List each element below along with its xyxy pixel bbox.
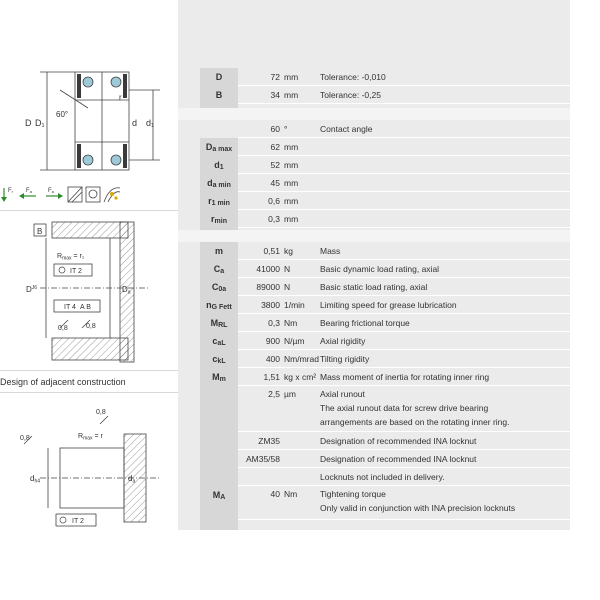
row-unit: Nm	[284, 489, 298, 499]
load-icons-row	[0, 184, 178, 206]
table-gap	[178, 108, 570, 120]
table-row	[200, 260, 570, 278]
row-separator	[238, 227, 570, 228]
drawing-label-d: d	[132, 118, 138, 128]
row-value: 1,51	[263, 372, 280, 382]
row-description-line: Limiting speed for grease lubrication	[320, 300, 457, 310]
row-unit: mm	[284, 178, 299, 188]
row-symbol: $C_{0a}$	[211, 282, 227, 293]
row-description	[320, 450, 570, 468]
row-description-line: Basic static load rating, axial	[320, 282, 428, 292]
drawing-label-it2: IT 2	[70, 268, 82, 275]
row-symbol	[200, 432, 238, 450]
row-description-line: The axial runout data for screw drive bearing	[320, 403, 489, 413]
row-symbol: D	[215, 72, 223, 82]
drawing-label-r08b: 0,8	[96, 409, 106, 416]
row-description-line: Locknuts not included in delivery.	[320, 472, 445, 482]
row-value: 0,6	[268, 196, 280, 206]
table-row	[200, 432, 570, 450]
row-description-line: Tolerance: -0,010	[320, 72, 386, 82]
row-description-line: Contact angle	[320, 124, 373, 134]
row-symbol	[200, 120, 238, 138]
housing-construction-drawing	[0, 216, 178, 366]
drawing-label-rmax: $R_{max} = r_1$	[57, 253, 85, 262]
row-value: 900	[265, 336, 280, 346]
left-divider	[0, 210, 178, 211]
table-row	[200, 368, 570, 386]
row-description	[320, 242, 570, 260]
drawing-label-angle: 60°	[56, 110, 69, 119]
row-unit: mm	[284, 214, 299, 224]
drawing-label-D: D	[25, 118, 32, 128]
row-symbol: $n_{G Fett}$	[206, 300, 232, 311]
row-symbol: $c_{aL}$	[212, 336, 226, 347]
row-description	[320, 368, 570, 386]
row-description	[320, 260, 570, 278]
drawing-panel	[0, 0, 178, 600]
table-row	[200, 156, 570, 174]
table-row	[200, 332, 570, 350]
row-description-line: Designation of recommended INA locknut	[320, 436, 477, 446]
row-symbol: $c_{kL}$	[212, 354, 226, 365]
row-description	[320, 296, 570, 314]
row-symbol: $M_m$	[212, 372, 226, 383]
row-value: 0,3	[268, 318, 280, 328]
row-unit: N	[284, 282, 291, 292]
row-description	[320, 350, 570, 368]
row-description-line: Bearing frictional torque	[320, 318, 410, 328]
row-unit: kg x cm²	[284, 372, 317, 382]
row-symbol	[200, 450, 238, 468]
row-description	[320, 314, 570, 332]
row-value: 62	[270, 142, 280, 152]
row-description-line: arrangements are based on the rotating inner ring.	[320, 417, 510, 427]
row-description-line: Only valid in conjunction with INA precision locknuts	[320, 503, 516, 513]
row-unit: 1/min	[284, 300, 305, 310]
row-symbol: $C_a$	[213, 264, 225, 275]
shaft-construction-drawing	[0, 398, 178, 528]
row-separator	[238, 519, 570, 520]
icon-label-fa2: Fa	[48, 188, 54, 194]
row-description-line: Tightening torque	[320, 489, 386, 499]
row-description	[320, 486, 570, 515]
bearing-section-drawing	[0, 60, 178, 180]
row-unit: mm	[284, 142, 299, 152]
row-description	[320, 468, 570, 486]
row-description	[320, 278, 570, 296]
row-unit: mm	[284, 160, 299, 170]
row-value: 60	[270, 124, 280, 134]
row-value: 41000	[256, 264, 280, 274]
table-row	[200, 314, 570, 332]
icon-label-fr: Fr	[8, 188, 14, 194]
row-value: 3800	[261, 300, 280, 310]
drawing-label-r: r	[119, 93, 122, 102]
table-row	[200, 86, 570, 104]
drawing-label-d1: d₁	[146, 118, 155, 128]
table-row	[200, 242, 570, 260]
table-row	[200, 350, 570, 368]
drawing-label-rmax: $R_{max} = r$	[78, 433, 103, 442]
row-symbol: $d_1$	[214, 160, 224, 171]
row-symbol	[200, 386, 238, 404]
row-description	[320, 86, 570, 104]
row-description	[320, 332, 570, 350]
row-unit: mm	[284, 196, 299, 206]
drawing-label-da: Da	[122, 285, 131, 296]
drawing-label-r08a: 0,8	[58, 325, 68, 332]
row-unit: N/µm	[284, 336, 305, 346]
row-unit: Nm	[284, 318, 298, 328]
table-row	[200, 296, 570, 314]
design-caption: Design of adjacent construction	[0, 377, 126, 387]
row-value: 0,51	[263, 246, 280, 256]
table-row	[200, 450, 570, 468]
row-unit: mm	[284, 90, 299, 100]
row-value: 52	[270, 160, 280, 170]
table-gap	[178, 230, 570, 242]
row-description	[320, 68, 570, 86]
drawing-label-r08a: 0,8	[20, 435, 30, 442]
row-value: 34	[270, 90, 280, 100]
row-symbol: $M_{RL}$	[210, 318, 228, 329]
row-description-line: Tilting rigidity	[320, 354, 370, 364]
row-symbol: $r_{min}$	[211, 214, 227, 225]
table-row	[200, 386, 570, 432]
row-unit: Nm/mrad	[284, 354, 319, 364]
table-row	[200, 68, 570, 86]
row-value: ZM35	[258, 436, 280, 446]
row-description-line: Mass moment of inertia for rotating inner ring	[320, 372, 490, 382]
row-description	[320, 120, 570, 138]
row-symbol: B	[215, 90, 223, 100]
left-divider	[0, 392, 178, 393]
row-unit: µm	[284, 389, 296, 399]
row-value: AM35/58	[245, 454, 280, 464]
row-value: 0,3	[268, 214, 280, 224]
row-description	[320, 432, 570, 450]
drawing-label-r08b: 0,8	[86, 323, 96, 330]
table-row	[200, 192, 570, 210]
row-symbol: $M_A$	[212, 490, 226, 501]
table-row	[200, 468, 570, 486]
row-unit: mm	[284, 72, 299, 82]
row-value: 45	[270, 178, 280, 188]
table-row	[200, 278, 570, 296]
row-unit: kg	[284, 246, 293, 256]
drawing-label-B: B	[37, 227, 43, 236]
row-symbol: $r_{1 min}$	[208, 196, 230, 207]
drawing-label-dj6: $D^{J6}$	[26, 285, 38, 294]
table-row	[200, 120, 570, 138]
row-symbol: m	[214, 246, 223, 256]
row-value: 400	[265, 354, 280, 364]
drawing-label-it2: IT 2	[72, 518, 84, 525]
row-value: 72	[270, 72, 280, 82]
table-row	[200, 138, 570, 156]
table-row	[200, 486, 570, 520]
row-value: 40	[270, 489, 280, 499]
left-divider	[0, 370, 178, 371]
row-description-line: Mass	[320, 246, 341, 256]
row-description-line: Axial rigidity	[320, 336, 366, 346]
row-unit: °	[284, 124, 288, 134]
drawing-label-D1: D₁	[35, 118, 45, 128]
drawing-label-ab: A B	[80, 304, 91, 311]
row-separator	[238, 103, 570, 104]
row-symbol: $d_{a min}$	[207, 178, 231, 189]
row-description-line: Designation of recommended INA locknut	[320, 454, 477, 464]
row-description-line: Basic dynamic load rating, axial	[320, 264, 440, 274]
drawing-label-da: da	[128, 474, 136, 485]
row-unit: N	[284, 264, 291, 274]
row-symbol: $D_{a max}$	[205, 142, 233, 153]
drawing-label-it4: IT 4	[64, 304, 76, 311]
row-symbol	[200, 468, 238, 486]
row-description	[320, 386, 570, 429]
row-value: 2,5	[268, 389, 280, 399]
row-description-line: Axial runout	[320, 389, 365, 399]
row-value: 89000	[256, 282, 280, 292]
table-row	[200, 210, 570, 228]
row-description-line: Tolerance: -0,25	[320, 90, 381, 100]
icon-label-fa1: Fa	[26, 188, 32, 194]
drawing-label-dh4: dh4	[30, 474, 41, 485]
table-row	[200, 174, 570, 192]
